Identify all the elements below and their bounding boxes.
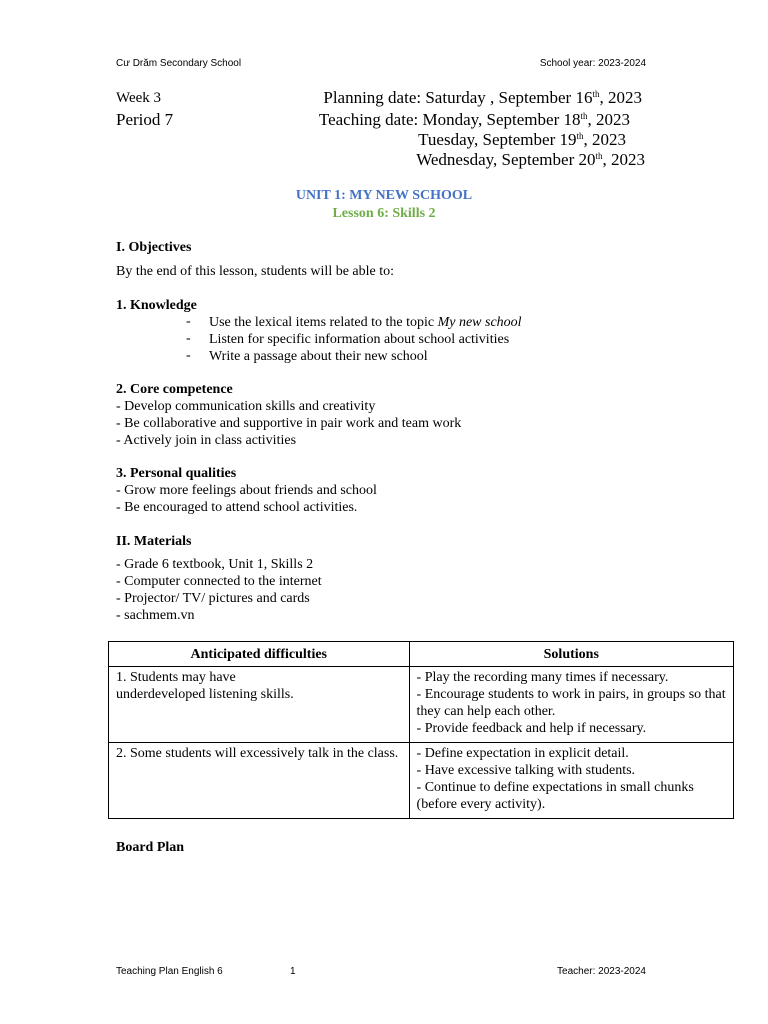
core-item-1: - Develop communication skills and creativity [116, 399, 376, 414]
footer-left: Teaching Plan English 6 [116, 966, 223, 977]
period-label: Period 7 [116, 110, 174, 129]
difficulties-table [108, 641, 734, 819]
knowledge-item-1: Use the lexical items related to the topic My new school [209, 315, 522, 330]
footer-right: Teacher: 2023-2024 [557, 966, 646, 977]
personal-item-2: - Be encouraged to attend school activities. [116, 500, 358, 515]
lesson-title: Lesson 6: Skills 2 [332, 206, 436, 221]
footer-page-number: 1 [290, 966, 296, 977]
teaching-date-wednesday: Wednesday, September 20th, 2023 [416, 150, 645, 169]
solution-cell: - Play the recording many times if necessary. - Encourage students to work in pairs, in groups so that they can help each other. - Provide feedback and help if necessary. [409, 667, 733, 743]
table-header-solutions: Solutions [409, 642, 733, 667]
header-school: Cư Drăm Secondary School [116, 58, 242, 69]
materials-heading: II. Materials [116, 534, 192, 549]
core-item-3: - Actively join in class activities [116, 433, 297, 448]
board-plan-heading: Board Plan [116, 840, 185, 855]
bullet-dash: - [186, 348, 191, 363]
knowledge-item-2: Listen for specific information about school activities [209, 332, 510, 347]
difficulty-cell: 2. Some students will excessively talk in the class. [109, 743, 410, 819]
teaching-date: Teaching date: Monday, September 18th, 2023 [318, 110, 630, 129]
material-item-1: - Grade 6 textbook, Unit 1, Skills 2 [116, 557, 314, 572]
bullet-dash: - [186, 331, 191, 346]
difficulty-cell: 1. Students may have underdeveloped listening skills. [109, 667, 410, 743]
table-header-row [109, 642, 734, 667]
table-row [109, 743, 734, 819]
material-item-3: - Projector/ TV/ pictures and cards [116, 591, 310, 606]
material-item-2: - Computer connected to the internet [116, 574, 322, 589]
table-row [109, 667, 734, 743]
objectives-heading: I. Objectives [116, 240, 192, 255]
planning-date: Planning date: Saturday , September 16th, 2023 [323, 88, 642, 107]
knowledge-heading: 1. Knowledge [116, 298, 197, 313]
material-item-4: - sachmem.vn [116, 608, 195, 623]
knowledge-item-3: Write a passage about their new school [209, 349, 428, 364]
personal-qualities-heading: 3. Personal qualities [116, 466, 237, 481]
core-competence-heading: 2. Core competence [116, 382, 233, 397]
unit-title: UNIT 1: MY NEW SCHOOL [295, 188, 473, 203]
week-label: Week 3 [116, 90, 162, 106]
core-item-2: - Be collaborative and supportive in pair work and team work [116, 416, 462, 431]
solution-cell: - Define expectation in explicit detail. - Have excessive talking with students. - Continue to define expectations in small chunks (before every activity). [409, 743, 733, 819]
objectives-intro: By the end of this lesson, students will be able to: [116, 264, 395, 279]
teaching-date-tuesday: Tuesday, September 19th, 2023 [418, 130, 626, 149]
header-school-year: School year: 2023-2024 [539, 58, 646, 69]
table-header-difficulties: Anticipated difficulties [109, 642, 410, 667]
bullet-dash: - [186, 314, 191, 329]
personal-item-1: - Grow more feelings about friends and school [116, 483, 377, 498]
